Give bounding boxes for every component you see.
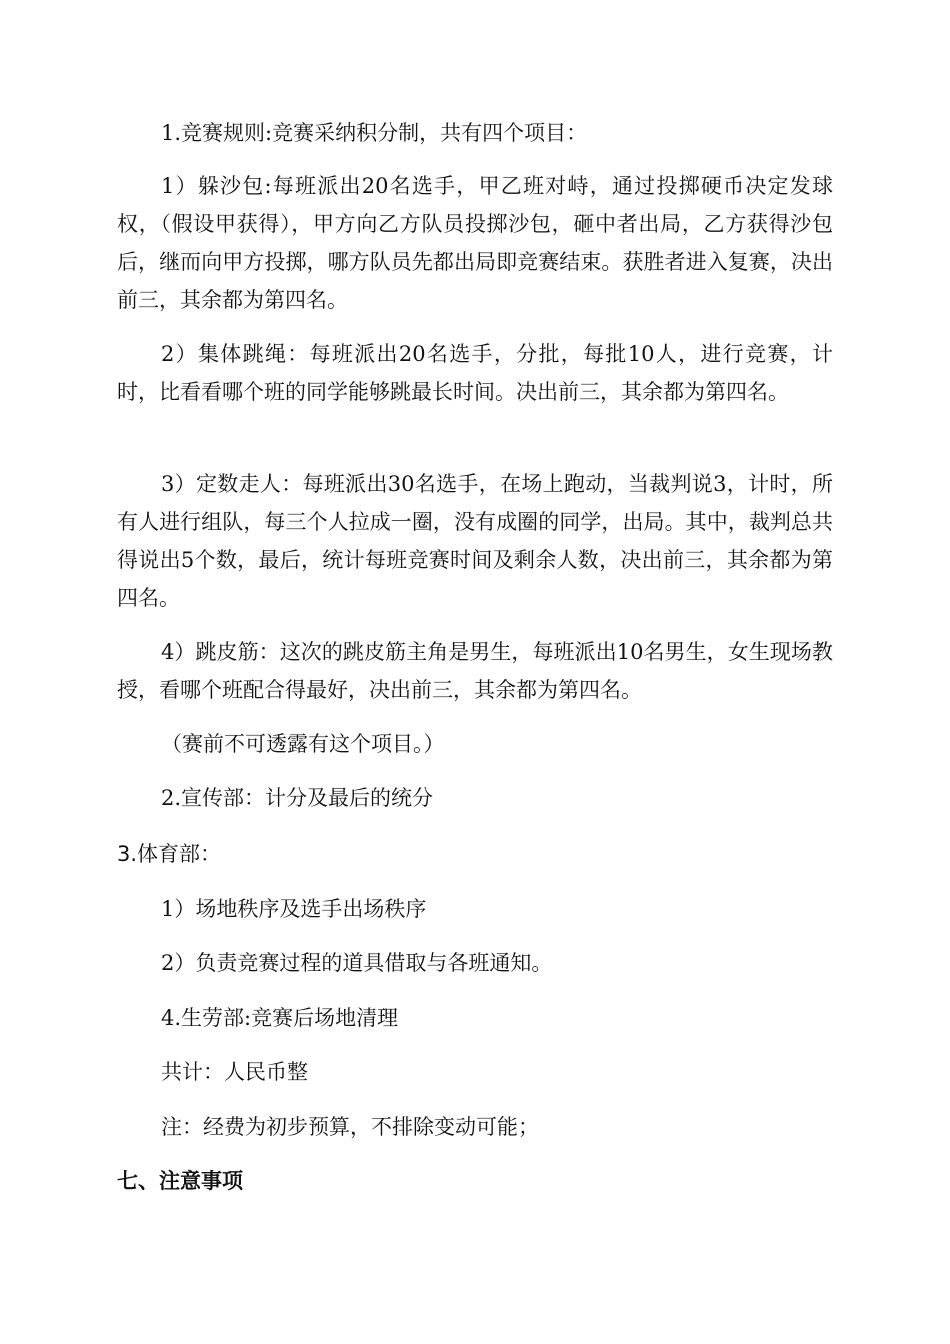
paragraph-labor-dept: 4.生劳部:竞赛后场地清理	[161, 1006, 399, 1030]
paragraph-budget-note: 注：经费为初步预算，不排除变动可能；	[161, 1115, 539, 1139]
section-heading-precautions: 七、注意事项	[117, 1169, 243, 1193]
paragraph-props-notice: 2）负责竞赛过程的道具借取与各班通知。	[161, 951, 553, 975]
paragraph-number-game: 3）定数走人：每班派出30名选手，在场上跑动，当裁判说3，计时，所有人进行组队，每三个人拉成一圈，没有成圈的同学，出局。其中，裁判总共得说出5个数，最后，统计每班竞赛时间及剩余人数，决出前三，其余都为第四名。	[117, 472, 833, 610]
paragraph-dodgeball: 1）躲沙包:每班派出20名选手，甲乙班对峙，通过投掷硬币决定发球权，（假设甲获得），甲方向乙方队员投掷沙包，砸中者出局，乙方获得沙包后，继而向甲方投掷，哪方队员先都出局即竞赛结束。获胜者进入复赛，决出前三，其余都为第四名。	[117, 174, 833, 312]
paragraph-total: 共计：人民币整	[161, 1060, 308, 1084]
paragraph-publicity-dept: 2.宣传部：计分及最后的统分	[161, 786, 434, 810]
paragraph-jump-rope: 2）集体跳绳：每班派出20名选手，分批，每批10人，进行竞赛，计时，比看看哪个班的同学能够跳最长时间。决出前三，其余都为第四名。	[117, 342, 833, 404]
paragraph-rubber-band: 4）跳皮筋：这次的跳皮筋主角是男生，每班派出10名男生，女生现场教授，看哪个班配合得最好，决出前三，其余都为第四名。	[117, 640, 833, 702]
paragraph-sports-dept: 3.体育部：	[117, 842, 222, 866]
paragraph-venue-order: 1）场地秩序及选手出场秩序	[161, 897, 427, 921]
paragraph-note-secret: （赛前不可透露有这个项目。）	[161, 732, 445, 756]
paragraph-competition-rules: 1.竞赛规则:竞赛采纳积分制，共有四个项目：	[161, 121, 588, 145]
